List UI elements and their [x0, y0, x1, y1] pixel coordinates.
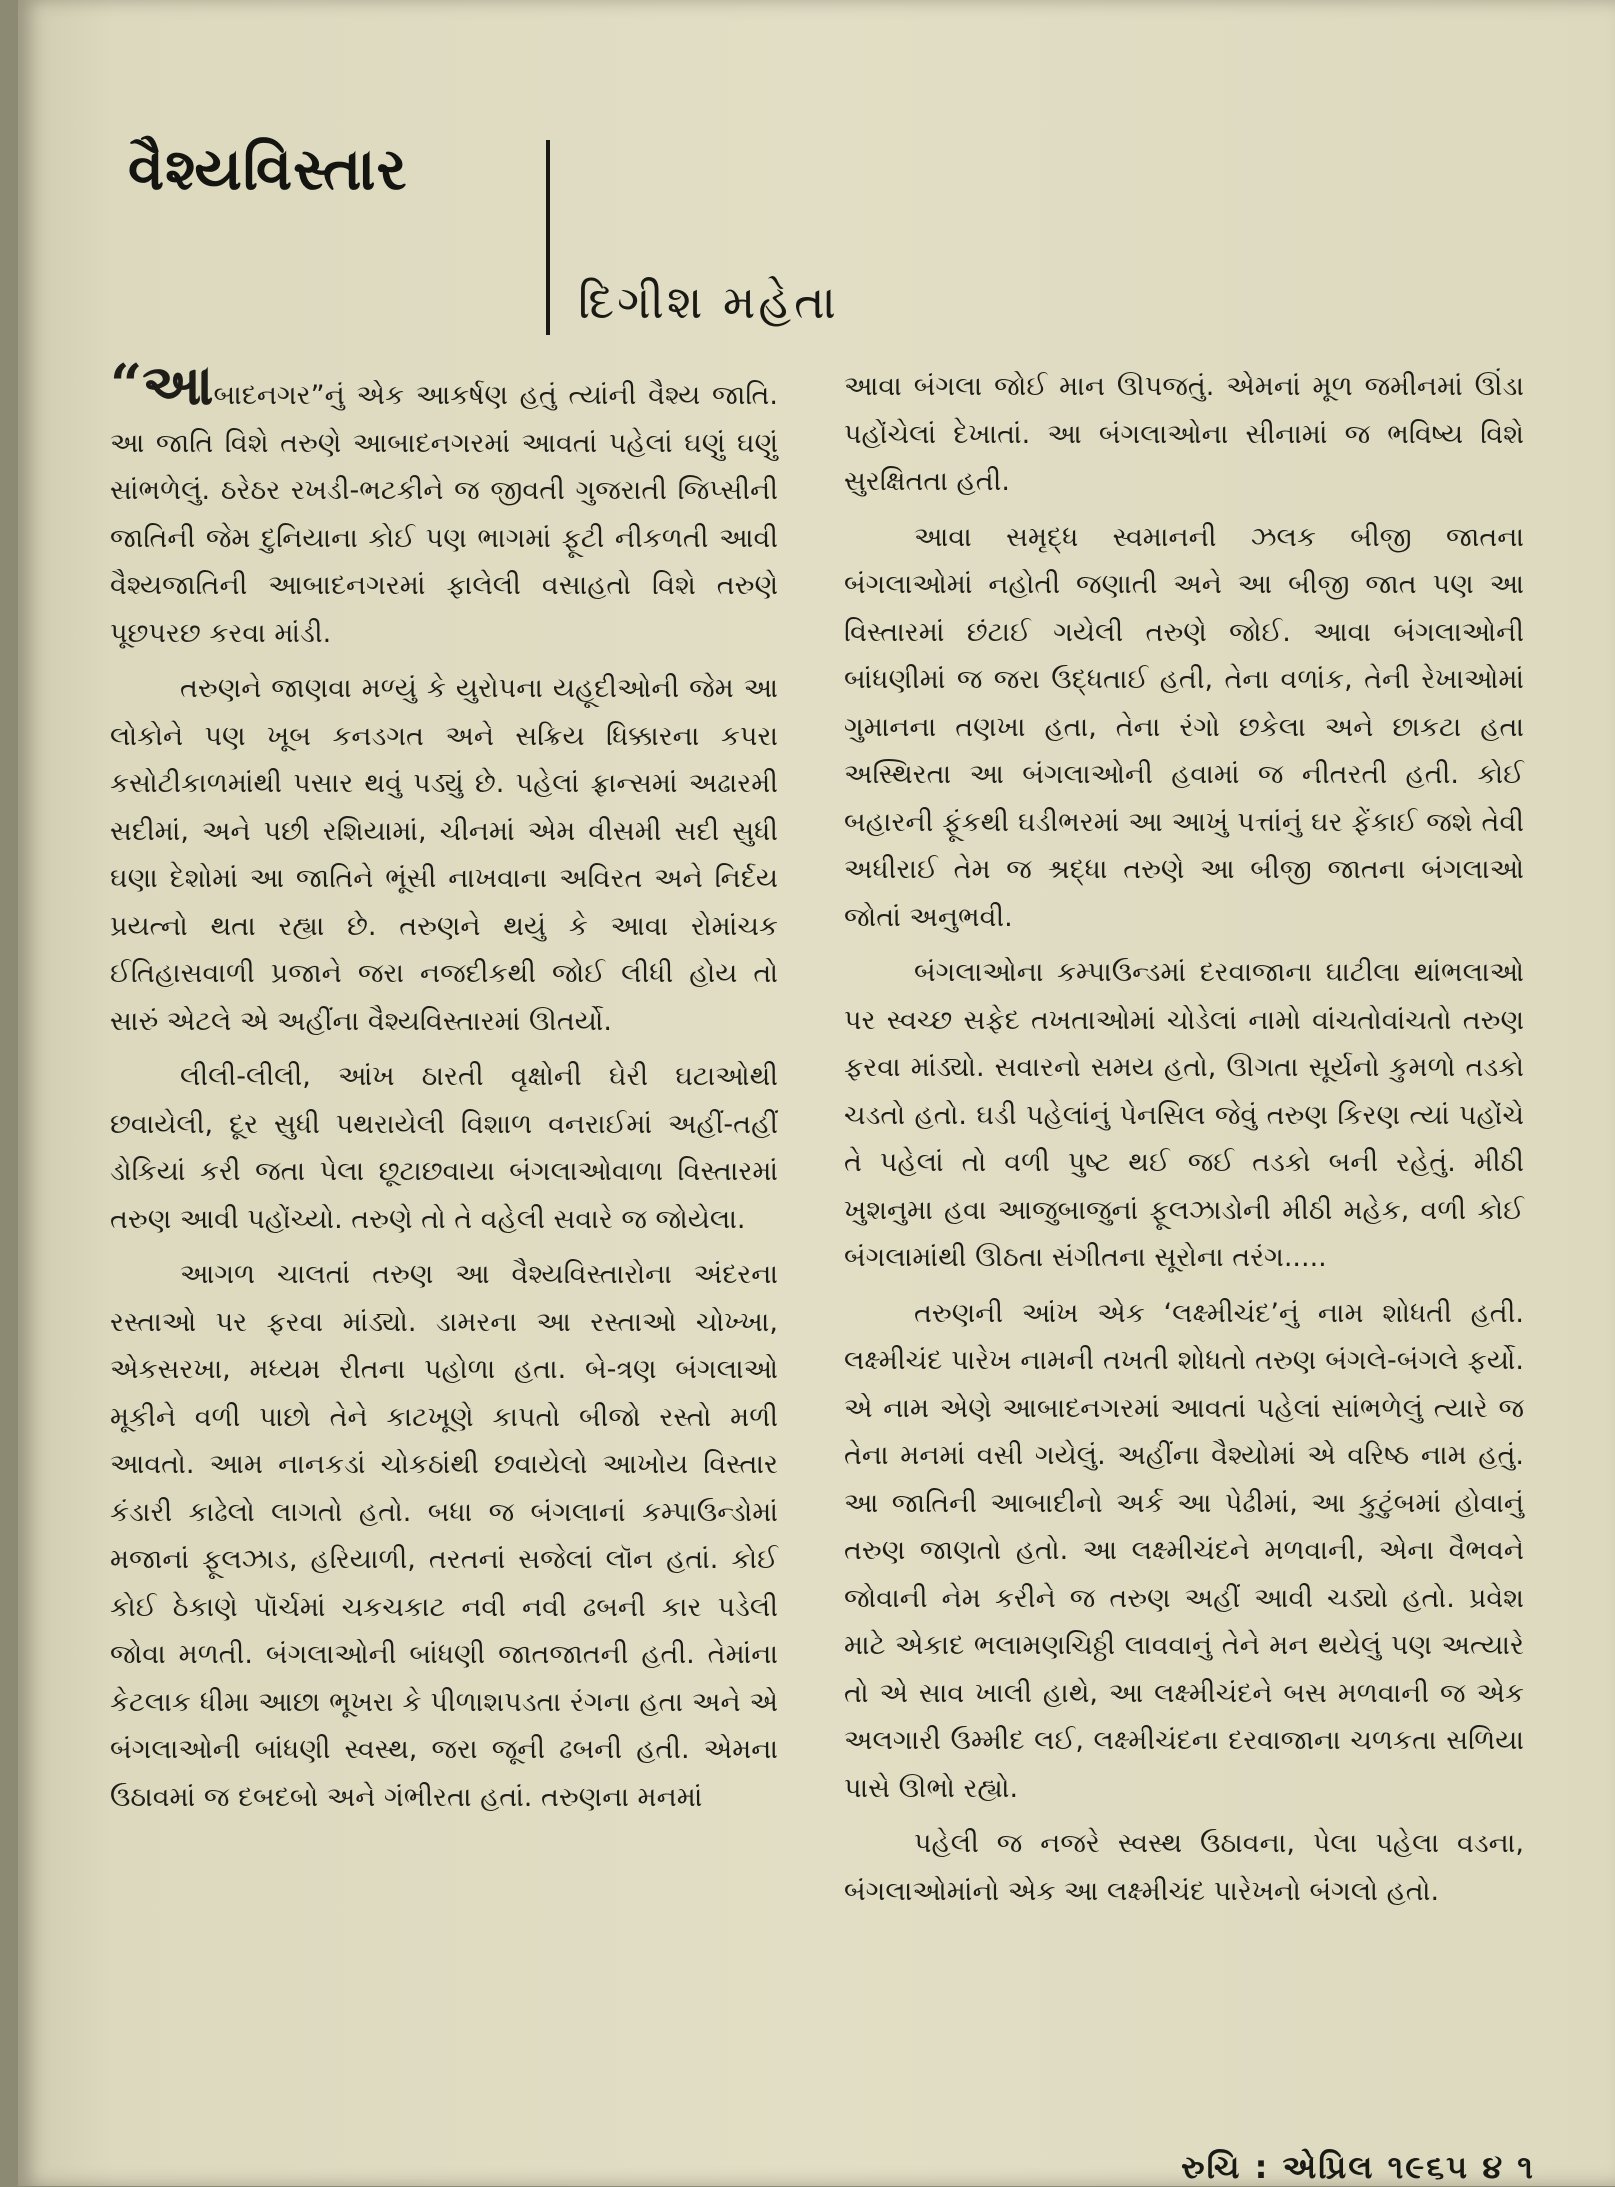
paragraph: આગળ ચાલતાં તરુણ આ વૈશ્યવિસ્તારોના અંદરના રસ્તાઓ પર ફરવા માંડ્યો. ડામરના આ રસ્તાઓ ચોખ્ખા, એકસરખા, મધ્યમ રીતના પહોળા હતા. બે-ત્રણ બંગલાઓ મૂકીને વળી પાછો તેને કાટખૂણે કાપતો બીજો રસ્તો મળી આવતો. આમ નાનકડાં ચોકઠાંથી છવાયેલો આખોય વિસ્તાર કંડારી કાઢેલો લાગતો હતો. બધા જ બંગલાનાં કમ્પાઉન્ડોમાં મજાનાં ફૂલઝાડ, હરિયાળી, તરતનાં સજેલાં લૉન હતાં. કોઈ કોઈ ઠેકાણે પૉર્ચમાં ચકચકાટ નવી નવી ઢબની કાર પડેલી જોવા મળતી. બંગલાઓની બાંધણી જાતજાતની હતી. તેમાંના કેટલાક ધીમા આછા ભૂખરા કે પીળાશપડતા રંગના હતા અને એ બંગલાઓની બાંધણી સ્વસ્થ, જરા જૂની ઢબની હતી. એમના ઉઠાવમાં જ દબદબો અને ગંભીરતા હતાં. તરુણના મનમાં — [110, 1259, 778, 1813]
paragraph: તરુણની આંખ એક ‘લક્ષ્મીચંદ’નું નામ શોધતી હતી. લક્ષ્મીચંદ પારેખ નામની તખતી શોધતો તરુણ બંગલે-બંગલે ફર્યો. એ નામ એણે આબાદનગરમાં આવતાં પહેલાં સાંભળેલું ત્યારે જ તેના મનમાં વસી ગયેલું. અહીંના વૈશ્યોમાં એ વરિષ્ઠ નામ હતું. આ જાતિની આબાદીનો અર્ક આ પેઢીમાં, આ કુટુંબમાં હોવાનું તરુણ જાણતો હતો. આ લક્ષ્મીચંદને મળવાની, એના વૈભવને જોવાની નેમ કરીને જ તરુણ અહીં આવી ચડ્યો હતો. પ્રવેશ માટે એકાદ ભલામણચિઠ્ઠી લાવવાનું તેને મન થયેલું પણ અત્યારે તો એ સાવ ખાલી હાથે, આ લક્ષ્મીચંદને બસ મળવાની જ એક અલગારી ઉમ્મીદ લઈ, લક્ષ્મીચંદના દરવાજાના ચળકતા સળિયા પાસે ઊભો રહ્યો. — [844, 1297, 1524, 1804]
article-title: વૈશ્યવિસ્તાર — [128, 135, 408, 203]
left-column — [110, 352, 778, 1829]
paragraph — [110, 352, 778, 657]
paragraph: બંગલાઓના કમ્પાઉન્ડમાં દરવાજાના ઘાટીલા થાંભલાઓ પર સ્વચ્છ સફેદ તખતાઓમાં ચોડેલાં નામો વાંચતોવાંચતો તરુણ ફરવા માંડ્યો. સવારનો સમય હતો, ઊગતા સૂર્યનો કુમળો તડકો ચડતો હતો. ઘડી પહેલાંનું પેનસિલ જેવું તરુણ કિરણ ત્યાં પહોંચે તે પહેલાં તો વળી પુષ્ટ થઈ જઈ તડકો બની રહેતું. મીઠી ખુશનુમા હવા આજુબાજુનાં ફૂલઝાડોની મીઠી મહેક, વળી કોઈ બંગલામાંથી ઊઠતા સંગીતના સૂરોના તરંગ..... — [844, 957, 1524, 1273]
paragraph: આવા બંગલા જોઈ માન ઊપજતું. એમનાં મૂળ જમીનમાં ઊંડા પહોંચેલાં દેખાતાં. આ બંગલાઓના સીનામાં જ ભવિષ્ય વિશે સુરક્ષિતતા હતી. — [844, 371, 1524, 497]
drop-cap: “આ — [110, 352, 214, 418]
right-column — [844, 363, 1524, 1923]
author-name: દિગીશ મહેતા — [578, 275, 839, 329]
paragraph-text: બાદનગર”નું એક આકર્ષણ હતું ત્યાંની વૈશ્ય જાતિ. આ જાતિ વિશે તરુણે આબાદનગરમાં આવતાં પહેલાં ઘણું ઘણું સાંભળેલું. ઠરેઠર રખડી-ભટકીને જ જીવતી ગુજરાતી જિપ્સીની જાતિની જેમ દુનિયાના કોઈ પણ ભાગમાં ફૂટી નીકળતી આવી વૈશ્યજાતિની આબાદનગરમાં ફાલેલી વસાહતો વિશે તરુણે પૂછપરછ કરવા માંડી. — [110, 380, 778, 649]
magazine-page — [18, 0, 1615, 2186]
paragraph: તરુણને જાણવા મળ્યું કે યુરોપના યહૂદીઓની જેમ આ લોકોને પણ ખૂબ કનડગત અને સક્રિય ધિક્કારના કપરા કસોટીકાળમાંથી પસાર થવું પડ્યું છે. પહેલાં ફ્રાન્સમાં અઢારમી સદીમાં, અને પછી રશિયામાં, ચીનમાં એમ વીસમી સદી સુધી ઘણા દેશોમાં આ જાતિને ભૂંસી નાખવાના અવિરત અને નિર્દય પ્રયત્નો થતા રહ્યા છે. તરુણને થયું કે આવા રોમાંચક ઈતિહાસવાળી પ્રજાને જરા નજદીકથી જોઈ લીધી હોય તો સારું એટલે એ અહીંના વૈશ્યવિસ્તારમાં ઊતર્યો. — [110, 673, 778, 1037]
paragraph: પહેલી જ નજરે સ્વસ્થ ઉઠાવના, પેલા પહેલા વડના, બંગલાઓમાંનો એક આ લક્ષ્મીચંદ પારેખનો બંગલો હતો. — [844, 1828, 1524, 1907]
paragraph: આવા સમૃદ્ધ સ્વમાનની ઝલક બીજી જાતના બંગલાઓમાં નહોતી જણાતી અને આ બીજી જાત પણ આ વિસ્તારમાં છંટાઈ ગયેલી તરુણે જોઈ. આવા બંગલાઓની બાંધણીમાં જ જરા ઉદ્ધતાઈ હતી, તેના વળાંક, તેની રેખાઓમાં ગુમાનના તણખા હતા, તેના રંગો છકેલા અને છાકટા હતા અસ્થિરતા આ બંગલાઓની હવામાં જ નીતરતી હતી. કોઈ બહારની ફૂંકથી ઘડીભરમાં આ આખું પત્તાંનું ઘર ફેંકાઈ જશે તેવી અધીરાઈ તેમ જ શ્રદ્ધા તરુણે આ બીજી જાતના બંગલાઓ જોતાં અનુભવી. — [844, 521, 1524, 933]
title-divider — [546, 140, 550, 335]
page-footer: રુચિ : એપ્રિલ ૧૯૬૫ ૪ ૧ — [1181, 2148, 1535, 2186]
paragraph: લીલી-લીલી, આંખ ઠારતી વૃક્ષોની ઘેરી ઘટાઓથી છવાયેલી, દૂર સુધી પથરાયેલી વિશાળ વનરાઈમાં અહીં-તહીં ડોકિયાં કરી જતા પેલા છૂટાછવાયા બંગલાઓવાળા વિસ્તારમાં તરુણ આવી પહોંચ્યો. તરુણે તો તે વહેલી સવારે જ જોયેલા. — [110, 1061, 778, 1235]
